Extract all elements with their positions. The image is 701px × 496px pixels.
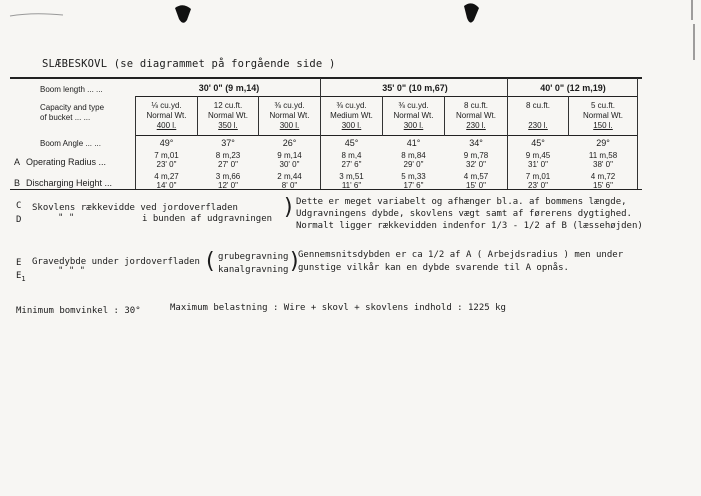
capacity-litres: 300 l. xyxy=(279,121,300,130)
operating-radius-cell xyxy=(383,151,444,169)
capacity-cell xyxy=(383,101,444,131)
capacity-cell xyxy=(259,101,320,131)
capacity-volume: 8 cu.ft. xyxy=(463,101,488,110)
height-imperial: 11' 6" xyxy=(341,181,362,190)
capacity-volume: ⅛ cu.yd. xyxy=(151,101,182,110)
note-cd-right-line: Dette er meget variabelt og afhænger bl.a. af bommens længde, xyxy=(296,197,627,207)
operating-radius-cell xyxy=(508,151,568,169)
note-e1-subscript: 1 xyxy=(21,274,26,283)
note-e1-letter: E xyxy=(16,271,22,281)
height-imperial: 15' 0" xyxy=(466,181,486,190)
capacity-litres: 300 l. xyxy=(403,121,424,130)
boom-angle-cell: 49° xyxy=(159,138,174,148)
height-metric: 3 m,66 xyxy=(215,172,241,181)
radius-metric: 9 m,45 xyxy=(525,151,551,160)
minimum-boom-angle: Minimum bomvinkel : 30° xyxy=(16,306,141,316)
operating-radius-cell xyxy=(445,151,507,169)
note-letter-c: C xyxy=(16,201,22,211)
note-letter-e1 xyxy=(16,271,26,283)
operating-radius-cell xyxy=(259,151,320,169)
table-top-rule xyxy=(10,77,642,79)
note-e-open-brace: ( xyxy=(206,249,215,274)
radius-imperial: 27' 6" xyxy=(341,160,362,169)
discharging-height-cell xyxy=(198,172,258,190)
height-imperial: 17' 6" xyxy=(403,181,424,190)
capacity-litres: 230 l. xyxy=(528,121,548,130)
note-cd-right-line: Normalt ligger rækkevidden indenfor 1/3 - 1/2 af B (læssehøjden) xyxy=(296,221,643,231)
note-cd-right-line: Udgravningens dybde, skovlens vægt samt af førerens dygtighed. xyxy=(296,209,632,219)
maximum-load: Maximum belastning : Wire + skovl + skovlens indhold : 1225 kg xyxy=(170,303,506,313)
height-metric: 3 m,51 xyxy=(339,172,364,181)
radius-metric: 11 m,58 xyxy=(588,151,618,160)
bucket-type: Normal Wt. xyxy=(456,111,496,120)
note-e-text: Gravedybde under jordoverfladen xyxy=(32,257,200,267)
note-cd-brace: ) xyxy=(284,195,293,220)
bucket-type: Normal Wt. xyxy=(583,111,623,120)
note-e-close-brace: ) xyxy=(290,249,299,274)
operating-radius-cell xyxy=(136,151,197,169)
operating-radius-cell xyxy=(321,151,382,169)
capacity-volume: 8 cu.ft. xyxy=(525,101,550,110)
radius-imperial: 30' 0" xyxy=(279,160,300,169)
discharging-height-cell xyxy=(259,172,320,190)
header-divider-rule xyxy=(135,96,638,97)
discharging-height-cell xyxy=(136,172,197,190)
capacity-cell xyxy=(136,101,197,131)
discharging-height-cell xyxy=(383,172,444,190)
capacity-litres: 300 l. xyxy=(341,121,362,130)
radius-imperial: 31' 0" xyxy=(528,160,548,169)
note-d-ditto-marks: " " xyxy=(58,213,75,223)
operating-radius-cell xyxy=(569,151,637,169)
note-e-right-line: Gennemsnitsdybden er ca 1/2 af A ( Arbejdsradius ) men under xyxy=(298,250,624,260)
row-label-capacity-cont: of bucket ... ... xyxy=(40,113,91,122)
capacity-cell xyxy=(569,101,637,131)
boom-group-header: 40' 0" (12 m,19) xyxy=(540,83,606,93)
discharging-height-cell xyxy=(569,172,637,190)
row-label-discharging-height: Discharging Height ... xyxy=(26,178,113,188)
capacity-litres: 230 l. xyxy=(466,121,486,130)
capacity-volume: ⅜ cu.yd. xyxy=(398,101,429,110)
pencil-smudge-mark xyxy=(8,10,68,20)
height-imperial: 12' 0" xyxy=(218,181,238,190)
row-label-capacity: Capacity and type xyxy=(40,103,105,112)
radius-imperial: 32' 0" xyxy=(466,160,486,169)
punch-hole-mark-left xyxy=(172,4,194,26)
discharging-height-cell xyxy=(508,172,568,190)
capacity-cell xyxy=(508,101,568,131)
note-e-kind: kanalgravning xyxy=(218,265,289,275)
boom-angle-cell: 41° xyxy=(406,138,421,148)
discharging-height-cell xyxy=(445,172,507,190)
note-e-kind: grubegravning xyxy=(218,252,289,262)
radius-metric: 8 m,4 xyxy=(341,151,362,160)
height-metric: 4 m,72 xyxy=(590,172,616,181)
height-metric: 5 m,33 xyxy=(401,172,426,181)
radius-imperial: 27' 0" xyxy=(218,160,238,169)
radius-metric: 9 m,78 xyxy=(463,151,489,160)
row-letter-a: A xyxy=(14,157,21,167)
radius-metric: 9 m,14 xyxy=(277,151,302,160)
note-letter-e: E xyxy=(16,258,22,268)
boom-angle-cell: 26° xyxy=(282,138,297,148)
bucket-type xyxy=(508,111,568,121)
bucket-type: Medium Wt. xyxy=(330,111,373,120)
capacity-volume: ⅜ cu.yd. xyxy=(336,101,367,110)
operating-radius-cell xyxy=(198,151,258,169)
height-metric: 2 m,44 xyxy=(277,172,302,181)
radius-metric: 8 m,23 xyxy=(215,151,241,160)
boom-group-header: 35' 0" (10 m,67) xyxy=(382,83,448,93)
boom-group-header: 30' 0" (9 m,14) xyxy=(198,83,260,93)
radius-imperial: 29' 0" xyxy=(403,160,424,169)
row-label-boom-angle: Boom Angle ... ... xyxy=(40,139,101,148)
note-d-text: i bunden af udgravningen xyxy=(142,214,273,224)
capacity-volume: ⅜ cu.yd. xyxy=(274,101,305,110)
height-imperial: 15' 6" xyxy=(593,181,613,190)
height-imperial: 14' 0" xyxy=(156,181,177,190)
capacity-litres: 350 l. xyxy=(218,121,238,130)
capacity-litres: 400 l. xyxy=(156,121,177,130)
row-letter-b: B xyxy=(14,178,21,188)
note-e1-ditto-marks: " " " xyxy=(58,266,86,276)
height-metric: 4 m,27 xyxy=(154,172,179,181)
capacity-volume: 5 cu.ft. xyxy=(590,101,615,110)
note-letter-d: D xyxy=(16,215,22,225)
bucket-type: Normal Wt. xyxy=(269,111,310,120)
capacity-divider-rule xyxy=(135,135,638,136)
bucket-type: Normal Wt. xyxy=(146,111,187,120)
height-metric: 7 m,01 xyxy=(525,172,551,181)
height-imperial: 8' 0" xyxy=(281,181,298,190)
note-c-text: Skovlens rækkevidde ved jordoverfladen xyxy=(32,203,238,213)
height-metric: 4 m,57 xyxy=(463,172,489,181)
table-right-edge xyxy=(637,78,638,189)
capacity-cell xyxy=(198,101,258,131)
height-imperial: 23' 0" xyxy=(528,181,548,190)
capacity-cell xyxy=(321,101,382,131)
scan-edge-mark xyxy=(684,0,698,80)
boom-angle-cell: 34° xyxy=(469,138,483,148)
discharging-height-cell xyxy=(321,172,382,190)
capacity-litres: 150 l. xyxy=(593,121,613,130)
boom-angle-cell: 29° xyxy=(596,138,610,148)
capacity-volume: 12 cu.ft. xyxy=(213,101,243,110)
boom-angle-cell: 37° xyxy=(221,138,235,148)
row-label-boom-length: Boom length ... ... xyxy=(40,85,103,94)
bucket-type: Normal Wt. xyxy=(208,111,248,120)
bucket-type: Normal Wt. xyxy=(393,111,434,120)
radius-imperial: 38' 0" xyxy=(593,160,613,169)
capacity-cell xyxy=(445,101,507,131)
note-e-right-line: gunstige vilkår kan en dybde svarende til A opnås. xyxy=(298,263,569,273)
radius-metric: 8 m,84 xyxy=(401,151,426,160)
page-title: SLÆBESKOVL (se diagrammet på forgående side ) xyxy=(42,58,336,70)
punch-hole-mark-right xyxy=(460,2,482,26)
row-label-operating-radius: Operating Radius ... xyxy=(26,157,107,167)
radius-imperial: 23' 0" xyxy=(156,160,177,169)
boom-angle-cell: 45° xyxy=(531,138,545,148)
radius-metric: 7 m,01 xyxy=(154,151,179,160)
boom-angle-cell: 45° xyxy=(344,138,359,148)
